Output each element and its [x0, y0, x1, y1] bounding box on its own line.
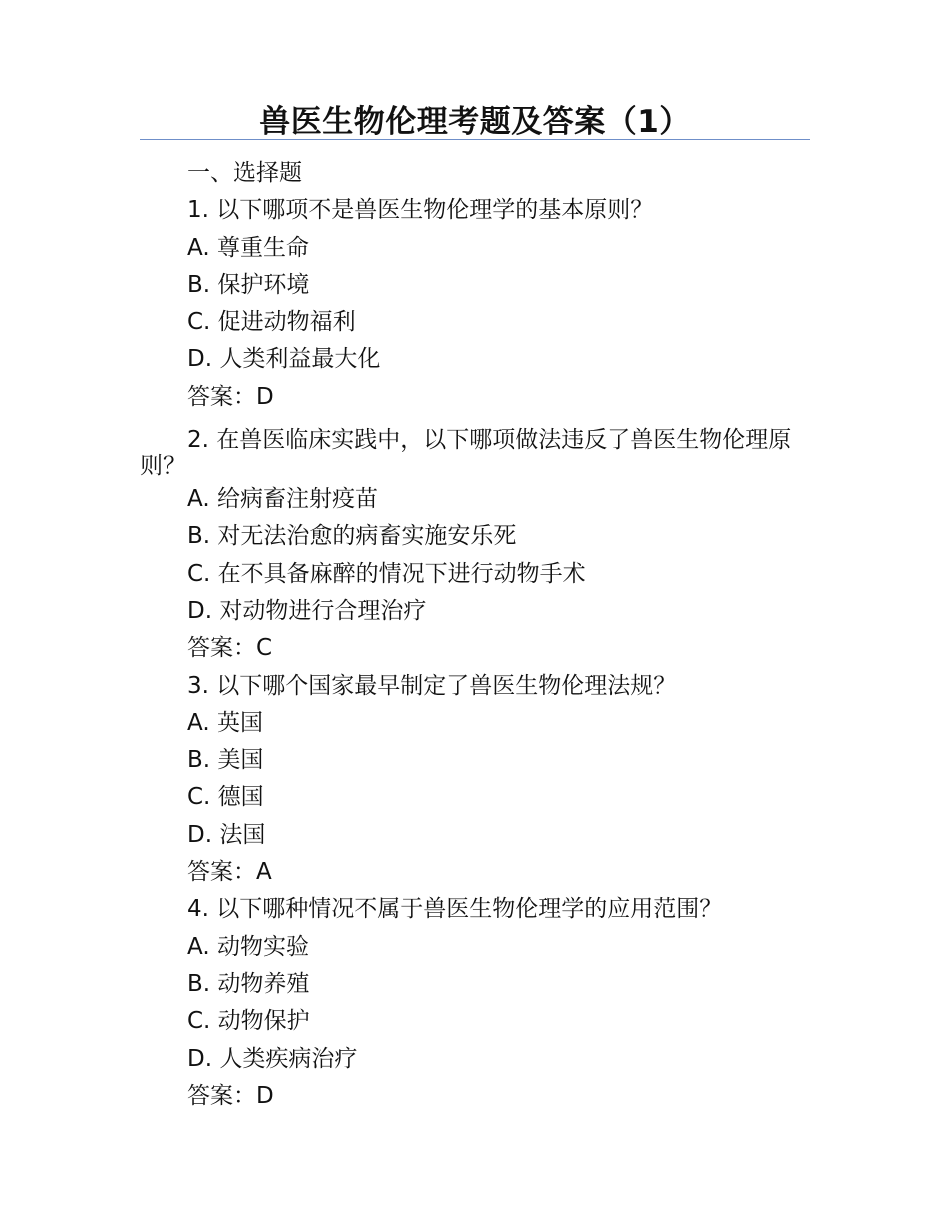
answer-text: 答案：A: [187, 859, 272, 886]
question-text: 2. 在兽医临床实践中，以下哪项做法违反了兽医生物伦理原则？: [140, 427, 792, 480]
document-body: [140, 155, 812, 1115]
option-item: C. 在不具备麻醉的情况下进行动物手术: [187, 560, 586, 587]
option-item: D. 人类疾病治疗: [187, 1045, 358, 1072]
option-item: D. 人类利益最大化: [187, 346, 381, 373]
option-item: B. 对无法治愈的病畜实施安乐死: [187, 523, 517, 550]
question-text: 1. 以下哪项不是兽医生物伦理学的基本原则？: [187, 197, 654, 224]
option-item: A. 给病畜注射疫苗: [187, 486, 378, 513]
answer-text: 答案：D: [187, 1082, 274, 1109]
answer-text: 答案：C: [187, 635, 273, 662]
title-underline: [140, 139, 810, 140]
document-title: 兽医生物伦理考题及答案（1）: [259, 104, 691, 140]
section-heading: 一、选择题: [187, 160, 302, 186]
option-item: C. 动物保护: [187, 1008, 310, 1035]
option-item: D. 对动物进行合理治疗: [187, 597, 427, 624]
option-item: B. 动物养殖: [187, 970, 310, 997]
question-text: 3. 以下哪个国家最早制定了兽医生物伦理法规？: [187, 672, 677, 699]
option-item: C. 促进动物福利: [187, 309, 356, 336]
question-text: 4. 以下哪种情况不属于兽医生物伦理学的应用范围？: [187, 896, 723, 923]
option-item: A. 动物实验: [187, 933, 309, 960]
option-item: A. 英国: [187, 709, 263, 736]
option-item: C. 德国: [187, 784, 264, 811]
option-item: D. 法国: [187, 821, 266, 848]
option-item: A. 尊重生命: [187, 234, 309, 261]
option-item: B. 保护环境: [187, 271, 310, 298]
option-item: B. 美国: [187, 747, 264, 774]
answer-text: 答案：D: [187, 383, 274, 410]
